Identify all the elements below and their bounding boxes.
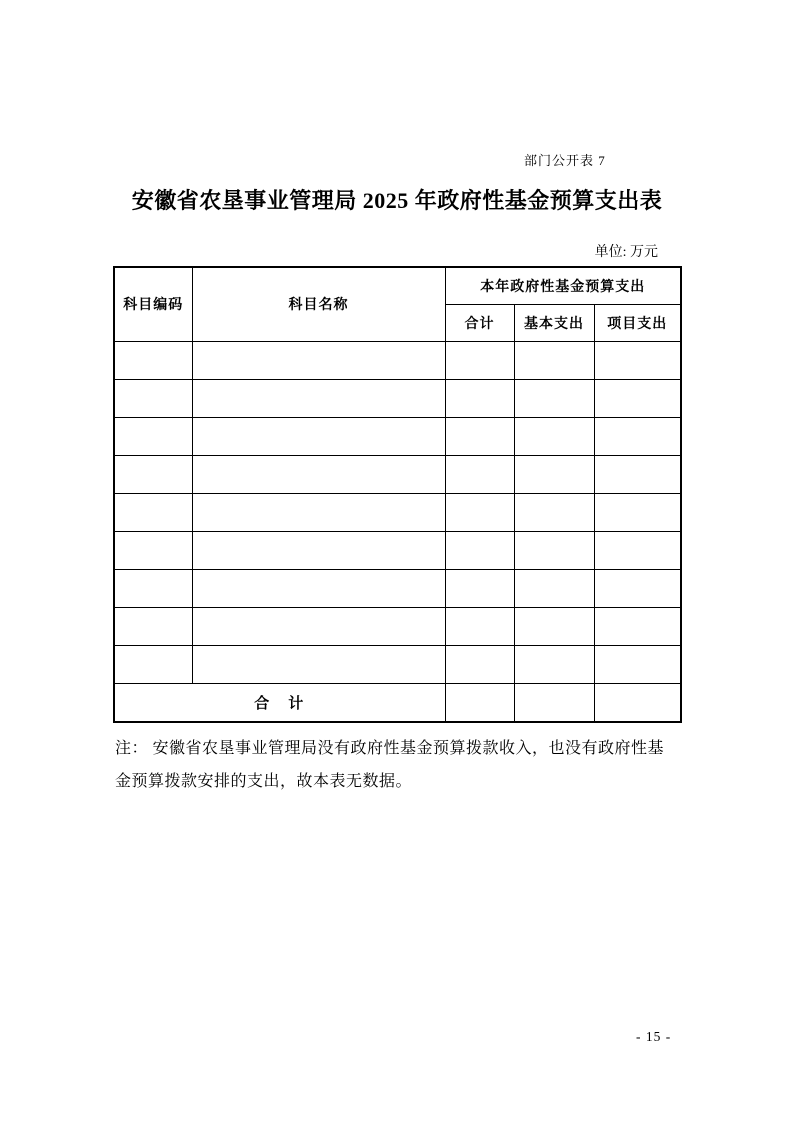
table-header xyxy=(114,267,681,341)
unit-label: 单位: 万元 xyxy=(594,245,658,260)
header-row-group xyxy=(114,267,681,304)
empty-cell xyxy=(594,607,681,645)
total-row-label: 合 计 xyxy=(114,683,445,722)
empty-cell xyxy=(594,341,681,379)
total-row xyxy=(114,683,681,722)
empty-cell xyxy=(594,379,681,417)
empty-cell xyxy=(514,455,594,493)
empty-cell xyxy=(114,341,192,379)
empty-cell xyxy=(114,531,192,569)
empty-cell xyxy=(114,379,192,417)
empty-row xyxy=(114,645,681,683)
page-title: 安徽省农垦事业管理局 2025 年政府性基金预算支出表 xyxy=(131,188,663,213)
empty-cell xyxy=(594,531,681,569)
empty-cell xyxy=(514,341,594,379)
empty-cell xyxy=(114,417,192,455)
empty-cell xyxy=(514,607,594,645)
empty-cell xyxy=(445,493,514,531)
empty-cell xyxy=(445,569,514,607)
empty-cell xyxy=(514,417,594,455)
empty-cell xyxy=(445,341,514,379)
empty-cell xyxy=(114,493,192,531)
total-row-total-cell xyxy=(445,683,514,722)
empty-cell xyxy=(514,569,594,607)
col-header-fund-budget-group: 本年政府性基金预算支出 xyxy=(445,267,681,304)
page-number: - 15 - xyxy=(636,1029,672,1044)
empty-cell xyxy=(114,569,192,607)
table-footer xyxy=(114,683,681,722)
col-header-basic-expenditure: 基本支出 xyxy=(514,304,594,341)
empty-cell xyxy=(514,379,594,417)
empty-row xyxy=(114,379,681,417)
empty-cell xyxy=(594,569,681,607)
empty-cell xyxy=(445,607,514,645)
corner-label: 部门公开表 7 xyxy=(524,153,606,168)
empty-cell xyxy=(445,417,514,455)
empty-cell xyxy=(514,645,594,683)
note-line-2: 金预算拨款安排的支出，故本表无数据。 xyxy=(115,773,413,790)
empty-cell xyxy=(192,569,445,607)
empty-cell xyxy=(192,645,445,683)
empty-cell xyxy=(445,379,514,417)
col-header-subject-code: 科目编码 xyxy=(114,267,192,341)
empty-cell xyxy=(192,531,445,569)
empty-cell xyxy=(445,531,514,569)
empty-cell xyxy=(594,493,681,531)
total-row-project-cell xyxy=(594,683,681,722)
empty-row xyxy=(114,493,681,531)
empty-row xyxy=(114,569,681,607)
empty-row xyxy=(114,531,681,569)
empty-cell xyxy=(594,417,681,455)
empty-cell xyxy=(192,455,445,493)
empty-cell xyxy=(114,455,192,493)
empty-cell xyxy=(445,645,514,683)
empty-cell xyxy=(514,493,594,531)
empty-cell xyxy=(192,493,445,531)
note xyxy=(115,732,681,798)
empty-cell xyxy=(114,645,192,683)
col-header-subject-name: 科目名称 xyxy=(192,267,445,341)
empty-cell xyxy=(114,607,192,645)
empty-cell xyxy=(594,645,681,683)
empty-cell xyxy=(192,379,445,417)
empty-row xyxy=(114,417,681,455)
empty-cell xyxy=(445,455,514,493)
empty-cell xyxy=(192,341,445,379)
empty-cell xyxy=(192,417,445,455)
note-line-1: 注： 安徽省农垦事业管理局没有政府性基金预算拨款收入，也没有政府性基 xyxy=(115,740,665,757)
empty-cell xyxy=(514,531,594,569)
total-row-basic-cell xyxy=(514,683,594,722)
empty-cell xyxy=(594,455,681,493)
budget-table xyxy=(113,266,682,723)
empty-cell xyxy=(192,607,445,645)
empty-row xyxy=(114,607,681,645)
empty-row xyxy=(114,455,681,493)
empty-row xyxy=(114,341,681,379)
col-header-project-expenditure: 项目支出 xyxy=(594,304,681,341)
col-header-total: 合计 xyxy=(445,304,514,341)
table-body xyxy=(114,341,681,683)
